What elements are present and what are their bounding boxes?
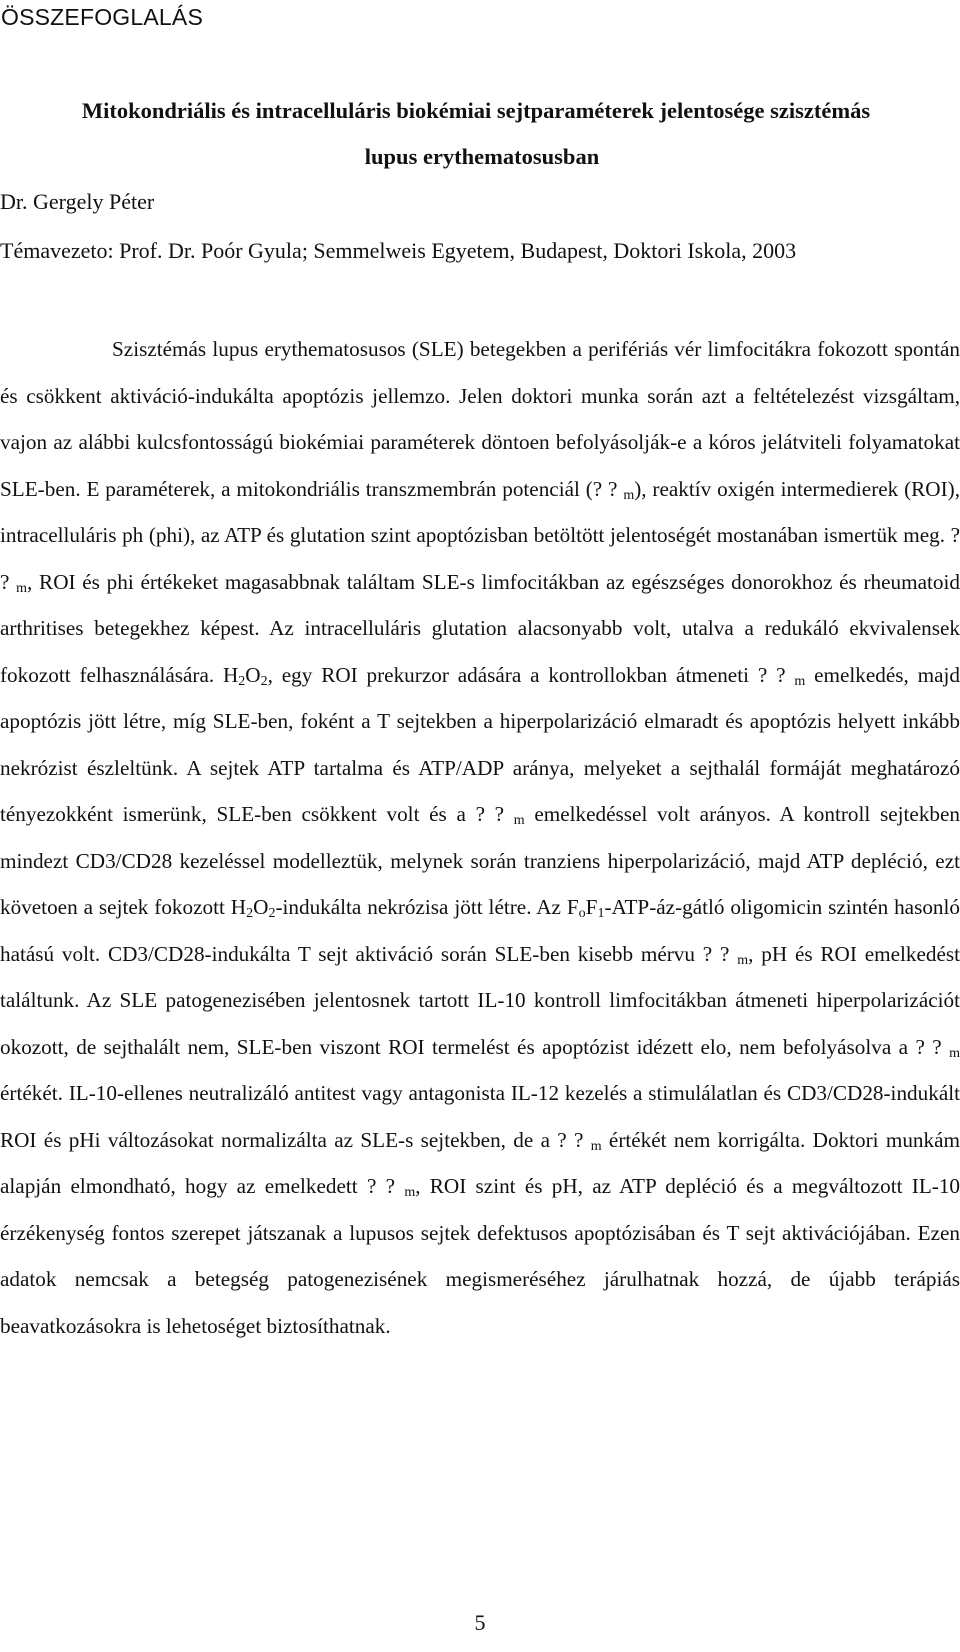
abstract-text: , pH és ROI emelkedést találtunk. Az SLE patogenezisében jelentosnek tartott IL-10 kontroll limfocitákban átmeneti hiperpolarizációt okozott, de sejthalált nem, SLE-ben viszont ROI termelést és apoptózist idézett elo, nem befolyásolva a ? ?	[0, 941, 960, 1059]
subscript: m	[16, 580, 28, 596]
subscript: m	[404, 1185, 416, 1200]
abstract-text: ), reaktív oxigén intermedierek (ROI), intracelluláris ph (phi), az ATP és glutation szint apoptózisban betöltött jelentoségét mostanában ismertük meg. ? ?	[0, 476, 960, 594]
abstract-text: értékét. IL-10-ellenes neutralizáló antitest vagy antagonista IL-12 kezelés a stimulálatlan és CD3/CD28-indukált ROI és pHi változásokat normalizálta az SLE-s sejtekben, de a ? ?	[0, 1081, 960, 1152]
abstract-text: -ATP-áz-gátló oligomicin szintén hasonló hatású volt. CD3/CD28-indukálta T sejt aktiváció során SLE-ben kisebb mérvu ? ?	[0, 895, 960, 966]
subscript: m	[949, 1045, 960, 1061]
subscript: 2	[238, 673, 246, 689]
subscript: o	[578, 906, 586, 921]
abstract-text: F	[585, 895, 598, 919]
abstract-text: -indukálta nekrózisa jött létre. Az F	[275, 895, 579, 919]
abstract-text: O	[253, 895, 269, 919]
subscript: 2	[246, 906, 254, 921]
section-heading: ÖSSZEFOGLALÁS	[1, 4, 203, 30]
subscript: 1	[597, 906, 605, 921]
subscript: m	[623, 487, 635, 503]
abstract-text: emelkedéssel volt arányos. A kontroll sejtekben mindezt CD3/CD28 kezeléssel modelleztük, melynek során tranziens hiperpolarizáció, majd ATP depléció, ezt követoen a sejtek fokozott H	[0, 802, 960, 919]
abstract-text: , ROI szint és pH, az ATP depléció és a megváltozott IL-10 érzékenység fontos szerepet játszanak a lupusos sejtek defektusos apoptózisában és T sejt aktivációjában. Ezen adatok nemcsak a betegség patogenezisének megismeréséhez járulhatnak hozzá, de újabb terápiás beavatkozásokra is lehetoséget biztosíthatnak.	[0, 1174, 960, 1338]
abstract-text: O	[245, 662, 261, 687]
abstract-text: , egy ROI prekurzor adására a kontrollokban átmeneti ? ?	[267, 662, 786, 687]
subscript: m	[590, 1138, 602, 1154]
thesis-title-line-2: lupus erythematosusban	[364, 144, 600, 169]
thesis-title-line-1: Mitokondriális és intracelluláris biokémiai sejtparaméterek jelentosége szisztémás	[81, 98, 871, 123]
subscript: m	[737, 952, 749, 968]
abstract-paragraph	[0, 326, 960, 1349]
subscript: m	[513, 813, 525, 828]
abstract-text: , ROI és phi értékeket magasabbnak találtam SLE-s limfocitákban az egészséges donorokhoz és rheumatoid arthritises betegekhez képest. Az intracelluláris glutation alacsonyabb volt, utalva a redukáló ekvivalensek fokozott felhasználására. H	[0, 569, 960, 687]
abstract-text: Szisztémás lupus erythematosusos (SLE) betegekben a perifériás vér limfocitákra fokozott spontán és csökkent aktiváció-indukálta apoptózis jellemzo. Jelen doktori munka során azt a feltételezést vizsgáltam, vajon az alábbi kulcsfontosságú biokémiai paraméterek döntoen befolyásolják-e a kóros jelátviteli folyamatokat SLE-ben. E paraméterek, a mitokondriális transzmembrán potenciál (? ?	[0, 337, 960, 501]
subscript: 2	[260, 673, 268, 689]
abstract-text: értékét nem korrigálta. Doktori munkám alapján elmondható, hogy az emelkedett ? ?	[0, 1127, 960, 1198]
abstract-text: emelkedés, majd apoptózis jött létre, míg SLE-ben, foként a T sejtekben a hiperpolarizáció elmaradt és apoptózis helyett inkább nekrózist észleltünk. A sejtek ATP tartalma és ATP/ADP aránya, melyeket a sejthalál formáját meghatározó tényezokként ismerünk, SLE-ben csökkent volt és a ? ?	[0, 662, 960, 826]
supervisor-line: Témavezeto: Prof. Dr. Poór Gyula; Semmelweis Egyetem, Budapest, Doktori Iskola, 2003	[0, 238, 797, 263]
page-number: 5	[474, 1610, 486, 1635]
subscript: 2	[268, 906, 276, 921]
subscript: m	[794, 673, 806, 689]
author-name: Dr. Gergely Péter	[0, 189, 155, 214]
